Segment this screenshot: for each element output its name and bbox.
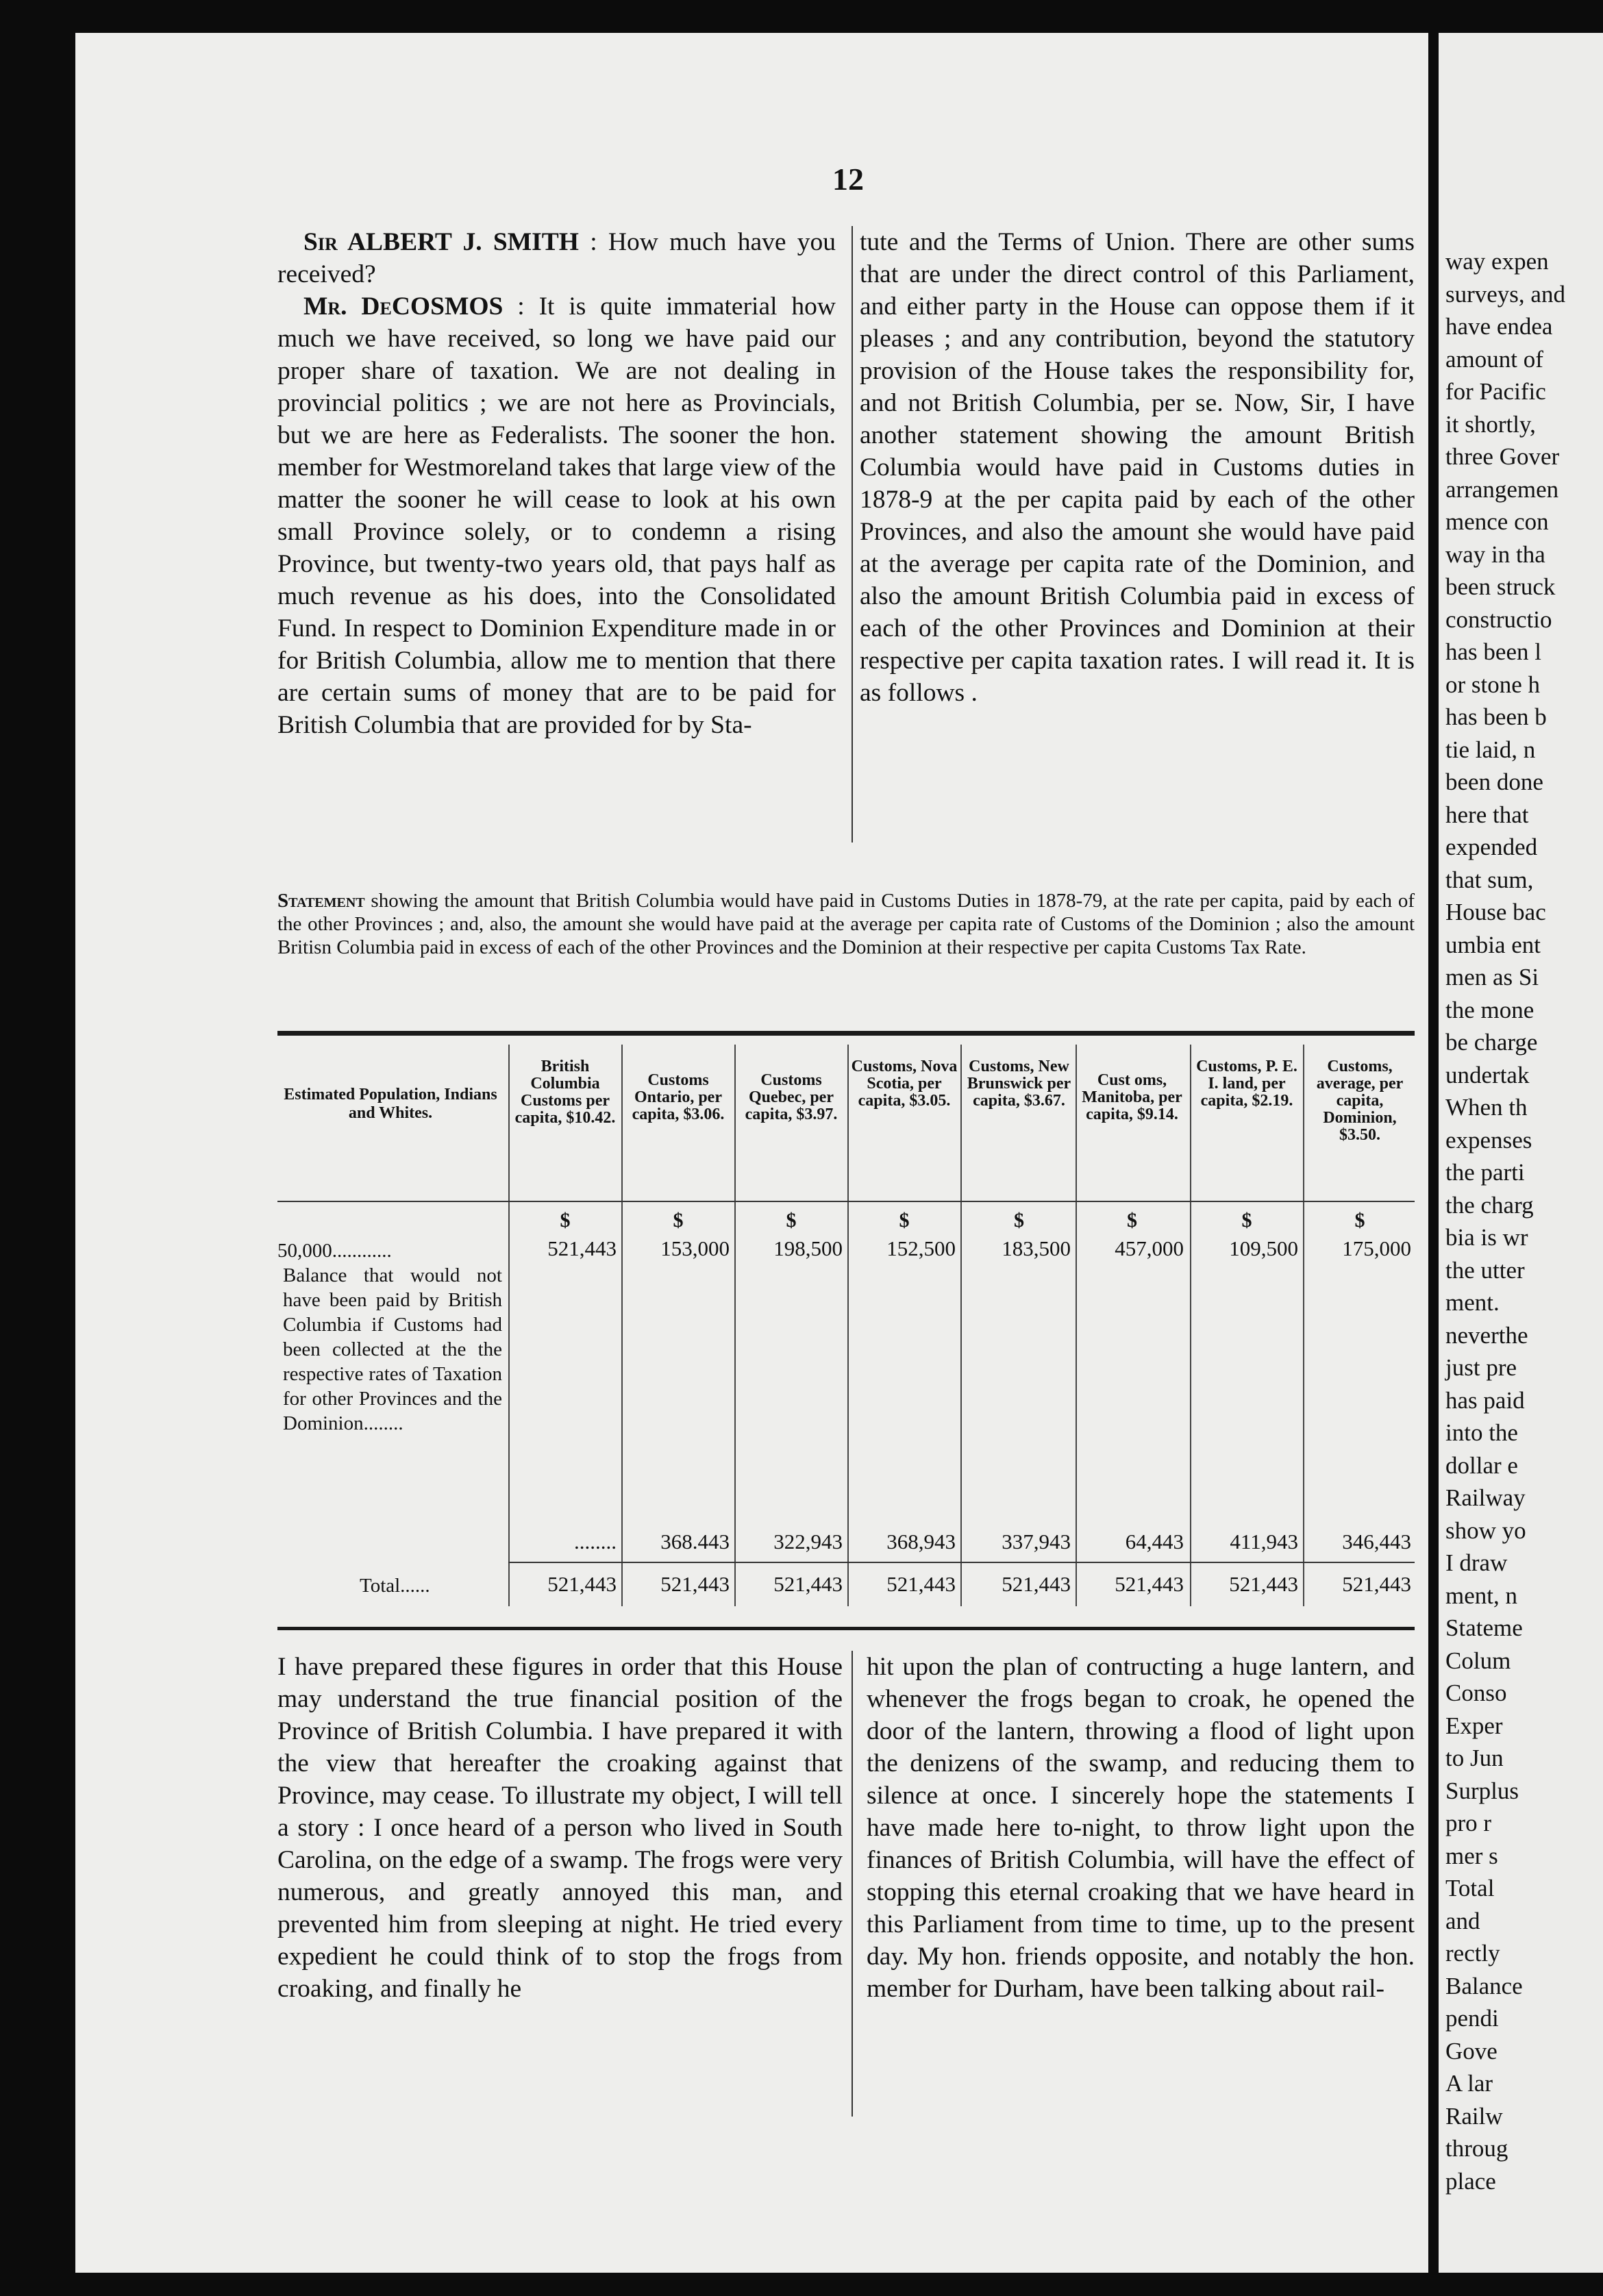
- dollar-sign: $: [673, 1209, 684, 1232]
- header-rule: [277, 1201, 1415, 1202]
- adjacent-page-line: just pre: [1445, 1354, 1517, 1381]
- adjacent-page-line: umbia ent: [1445, 931, 1541, 958]
- dollar-sign: $: [1014, 1209, 1024, 1232]
- paragraph-text: : It is quite immaterial how much we have received, so long we have paid our proper share of taxation. We are not dealing in provincial politics ; we are not here as Provincials, but we are here as Federalists. The sooner the hon. member for Westmoreland takes that large view of the matter the sooner he will cease to look at his own small Province solely, or to condemn a rising Province, but twenty-two years old, that pays half as much revenue as his does, into the Consolidated Fund. In respect to Dominion Expenditure made in or for British Columbia, allow me to mention that there are certain sums of money that are to be paid for British Columbia that are provided for by Sta-: [277, 292, 836, 739]
- adjacent-page-line: constructio: [1445, 606, 1552, 633]
- table-header-population: Estimated Population, Indians and Whites.: [284, 1086, 497, 1122]
- adjacent-page-line: Colum: [1445, 1647, 1511, 1674]
- table-cell: 521,443: [1229, 1572, 1298, 1596]
- adjacent-page-line: A lar: [1445, 2070, 1493, 2097]
- adjacent-page-line: dollar e: [1445, 1451, 1518, 1479]
- adjacent-page-line: here that: [1445, 801, 1529, 828]
- adjacent-page-line: amount of: [1445, 345, 1543, 373]
- adjacent-page-line: arrangemen: [1445, 475, 1559, 503]
- adjacent-page-line: ment.: [1445, 1289, 1500, 1316]
- total-rule: [508, 1562, 1415, 1563]
- table-caption: [277, 889, 1415, 959]
- table-cell: 521,443: [1002, 1572, 1071, 1596]
- adjacent-page-fragment: [1439, 33, 1603, 2273]
- column-divider: [852, 1651, 853, 2117]
- adjacent-page-line: the parti: [1445, 1159, 1525, 1186]
- table-top-rule: [277, 1031, 1415, 1036]
- table-column-rule: [734, 1045, 736, 1606]
- table-column-rule: [960, 1045, 962, 1606]
- adjacent-page-line: Exper: [1445, 1712, 1503, 1739]
- adjacent-page-line: surveys, and: [1445, 280, 1565, 308]
- adjacent-page-line: pendi: [1445, 2005, 1499, 2032]
- right-column-bottom: [867, 1651, 1415, 2005]
- adjacent-page-line: Surplus: [1445, 1777, 1519, 1804]
- adjacent-page-line: been struck: [1445, 573, 1556, 600]
- adjacent-page-line: or stone h: [1445, 671, 1541, 698]
- table-cell: 457,000: [1115, 1236, 1184, 1260]
- right-column-top: [860, 226, 1415, 709]
- dollar-sign: $: [1354, 1209, 1365, 1232]
- table-cell: 411,943: [1230, 1530, 1298, 1553]
- table-header-quebec: Customs Quebec, per capita, $3.97.: [745, 1071, 838, 1123]
- adjacent-page-line: mer s: [1445, 1842, 1498, 1869]
- adjacent-page-line: the charg: [1445, 1191, 1534, 1219]
- adjacent-page-line: the mone: [1445, 996, 1534, 1023]
- row-label-total: Total......: [360, 1575, 430, 1597]
- left-column-bottom: [277, 1651, 843, 2005]
- adjacent-page-line: place: [1445, 2167, 1496, 2195]
- table-cell: 521,443: [547, 1236, 617, 1260]
- adjacent-page-line: Total: [1445, 1875, 1495, 1901]
- table-cell: 175,000: [1342, 1236, 1411, 1260]
- dollar-sign: $: [899, 1209, 910, 1232]
- paragraph-text: tute and the Terms of Union. There are other sums that are under the direct control of this Parliament, and either party in the House can oppose them if it pleases ; and any contribution, beyond the statutory provision of the House takes the responsibility for, and not British Columbia, per se. Now, Sir, I have another statement showing the amount British Columbia would have paid in Customs duties in 1878-9 at the per capita paid by each of the other Provinces, and also the amount she would have paid at the average per capita rate of the Dominion, and also the amount British Columbia paid in excess of each of the other Provinces and Dominion at their respective per capita taxation rates. I will read it. It is as follows .: [860, 228, 1415, 707]
- adjacent-page-line: to Jun: [1445, 1745, 1504, 1771]
- table-column-rule: [1076, 1045, 1077, 1606]
- adjacent-page-line: bia is wr: [1445, 1224, 1528, 1251]
- adjacent-page-line: When th: [1445, 1094, 1528, 1121]
- adjacent-page-line: have endea: [1445, 313, 1553, 340]
- speaker-name: Sir ALBERT J. SMITH: [303, 228, 579, 256]
- adjacent-page-line: be charge: [1445, 1029, 1538, 1056]
- adjacent-page-line: House bac: [1445, 899, 1546, 925]
- table-cell: 109,500: [1229, 1236, 1298, 1260]
- table-header-ontario: Customs Ontario, per capita, $3.06.: [632, 1071, 725, 1123]
- adjacent-page-line: men as Si: [1445, 964, 1539, 990]
- adjacent-page-line: the utter: [1445, 1256, 1525, 1284]
- caption-lead: Statement: [277, 890, 365, 912]
- table-column-rule: [508, 1045, 510, 1606]
- paragraph: [277, 226, 836, 290]
- adjacent-page-line: I draw: [1445, 1549, 1508, 1576]
- adjacent-page-line: Gove: [1445, 2037, 1498, 2064]
- dollar-sign: $: [1241, 1209, 1252, 1232]
- table-header-pei: Customs, P. E. I. land, per capita, $2.19.: [1196, 1058, 1297, 1110]
- adjacent-page-line: tie laid, n: [1445, 736, 1536, 763]
- adjacent-page-line: expenses: [1445, 1126, 1532, 1153]
- adjacent-page-line: been done: [1445, 769, 1543, 795]
- table-column-rule: [1303, 1045, 1304, 1606]
- adjacent-page-line: Conso: [1445, 1680, 1507, 1706]
- adjacent-page-line: Balance: [1445, 1972, 1523, 1999]
- table-header-manitoba: Cust oms, Manitoba, per capita, $9.14.: [1082, 1071, 1182, 1123]
- paragraph-text: hit upon the plan of contructing a huge lantern, and whenever the frogs began to croak, he opened the door of the lantern, throwing a flood of light upon the denizens of the swamp, and reducing them to silence at once. I sincerely hope the statements I have made here to-night, to throw light upon the finances of British Columbia, will have the effect of stopping this eternal croaking that we have heard in this Parliament from time to time, up to the present day. My hon. friends opposite, and notably the hon. member for Durham, have been talking about rail-: [867, 1653, 1415, 2003]
- table-column-rule: [847, 1045, 849, 1606]
- table-cell: 521,443: [660, 1572, 730, 1596]
- adjacent-page-line: undertak: [1445, 1061, 1530, 1088]
- adjacent-page-line: and: [1445, 1907, 1480, 1934]
- adjacent-page-line: Stateme: [1445, 1614, 1523, 1641]
- table-cell: 521,443: [1115, 1572, 1184, 1596]
- adjacent-page-line: has paid: [1445, 1386, 1525, 1414]
- table-cell: 337,943: [1002, 1530, 1071, 1553]
- adjacent-page-line: for Pacific: [1445, 378, 1546, 405]
- adjacent-page-line: Railw: [1445, 2102, 1503, 2130]
- table-cell: 521,443: [773, 1572, 843, 1596]
- adjacent-page-line: into the: [1445, 1419, 1518, 1446]
- table-cell: 368,943: [886, 1530, 956, 1553]
- table-bottom-rule: [277, 1627, 1415, 1630]
- adjacent-page-line: show yo: [1445, 1517, 1526, 1544]
- adjacent-page-line: that sum,: [1445, 866, 1534, 893]
- adjacent-page-line: expended: [1445, 834, 1538, 860]
- table-header-bc: British Columbia Customs per capita, $10.42.: [514, 1058, 616, 1127]
- table-cell: 64,443: [1125, 1530, 1184, 1553]
- left-column-top: [277, 226, 836, 741]
- table-cell: 521,443: [547, 1572, 617, 1596]
- adjacent-page-line: three Gover: [1445, 443, 1560, 470]
- table-column-rule: [1190, 1045, 1191, 1606]
- caption-text: showing the amount that British Columbia would have paid in Customs Duties in 1878-79, at the rate per capita, paid by each of the other Provinces ; and, also, the amount she would have paid at the average per capita rate of Customs of the Dominion ; also the amount Britisn Columbia paid in excess of each of the other Provinces and the Dominion at their respective per capita Customs Tax Rate.: [277, 890, 1415, 958]
- adjacent-page-line: pro r: [1445, 1810, 1492, 1836]
- adjacent-page-line: throug: [1445, 2135, 1508, 2162]
- column-divider: [852, 226, 853, 843]
- adjacent-page-line: way expen: [1445, 248, 1549, 275]
- row-label-population: 50,000............: [277, 1240, 392, 1262]
- adjacent-page-line: ment, n: [1445, 1582, 1517, 1609]
- table-cell: 521,443: [1342, 1572, 1411, 1596]
- dollar-sign: $: [560, 1209, 571, 1232]
- adjacent-page-line: has been b: [1445, 703, 1547, 730]
- table-header-new-brunswick: Customs, New Brunswick per capita, $3.67.: [967, 1058, 1071, 1110]
- table-header-nova-scotia: Customs, Nova Scotia, per capita, $3.05.: [851, 1058, 958, 1110]
- table-column-rule: [621, 1045, 623, 1606]
- dollar-sign: $: [786, 1209, 797, 1232]
- table-cell: 153,000: [660, 1236, 730, 1260]
- table-cell: 198,500: [773, 1236, 843, 1260]
- table-cell: 521,443: [886, 1572, 956, 1596]
- row-label-balance: Balance that would not have been paid by British Columbia if Customs had been collected at the the respective rates of Taxation for other Provinces and the Dominion........: [283, 1264, 502, 1434]
- page-number: 12: [832, 162, 864, 197]
- adjacent-page-line: mence con: [1445, 508, 1549, 535]
- table-header-average: Customs, average, per capita, Dominion, $3.50.: [1316, 1058, 1404, 1144]
- table-cell: 346,443: [1342, 1530, 1411, 1553]
- adjacent-page-line: has been l: [1445, 638, 1541, 665]
- dollar-sign: $: [1127, 1209, 1137, 1232]
- adjacent-page-line: it shortly,: [1445, 410, 1536, 438]
- speaker-name: Mr. DeCOSMOS: [303, 292, 504, 321]
- adjacent-page-line: Railway: [1445, 1484, 1526, 1511]
- paragraph: [277, 290, 836, 741]
- table-cell: 368.443: [660, 1530, 730, 1553]
- table-cell: ........: [574, 1530, 617, 1553]
- adjacent-page-line: neverthe: [1445, 1321, 1528, 1349]
- table-cell: 152,500: [886, 1236, 956, 1260]
- table-cell: 322,943: [773, 1530, 843, 1553]
- adjacent-page-line: rectly: [1445, 1940, 1500, 1967]
- adjacent-page-line: way in tha: [1445, 540, 1545, 568]
- paragraph-text: : How much have you received?: [277, 228, 836, 288]
- table-cell: 183,500: [1002, 1236, 1071, 1260]
- paragraph-text: I have prepared these figures in order that this House may understand the true financial position of the Province of British Columbia. I have prepared it with the view that hereafter the croaking against that Province, may cease. To illustrate my object, I will tell a story : I once heard of a person who lived in South Carolina, on the edge of a swamp. The frogs were very numerous, and greatly annoyed this man, and prevented him from sleeping at night. He tried every expedient he could think of to stop the frogs from croaking, and finally he: [277, 1653, 843, 2003]
